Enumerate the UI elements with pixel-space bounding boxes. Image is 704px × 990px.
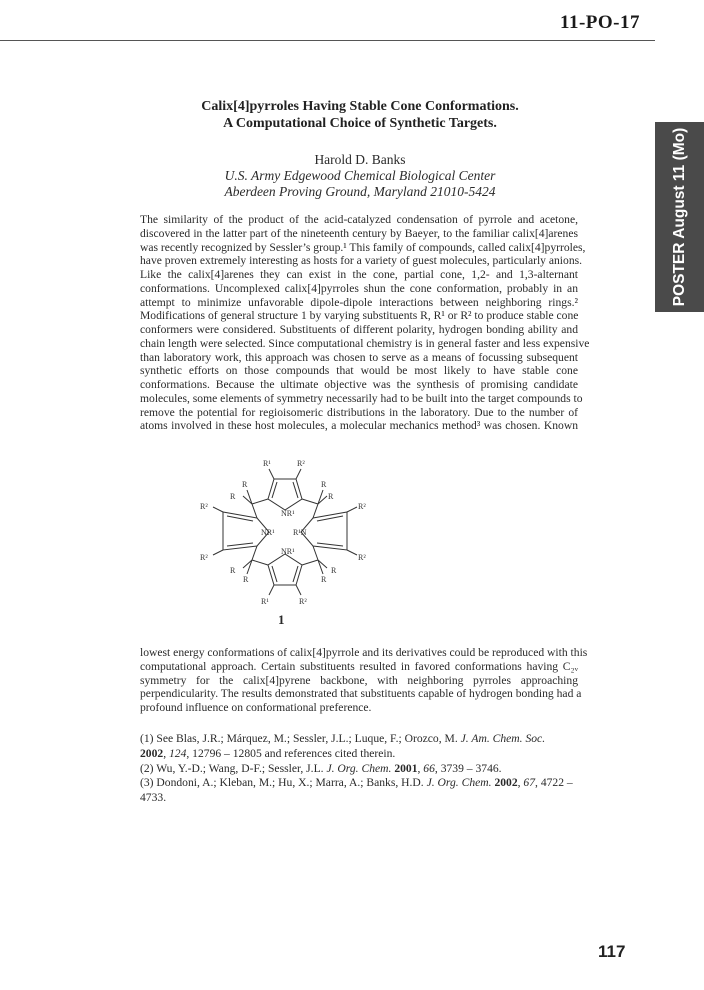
page-number: 117 [598,942,626,961]
session-side-tab [655,122,704,312]
reference-line [140,747,580,762]
label-nr1: NR¹ [281,547,295,556]
compound-number: 1 [278,612,285,627]
label-r: R [331,566,337,575]
label-r1n: R¹N [293,528,307,537]
text-line: conformations. Uncomplexed calix[4]pyrroles shun the cone conformation, probably in an [140,281,578,295]
reference-segment: , 12796 – 12805 and references cited therein. [186,746,396,760]
text-line: conformers were considered. Substituents of different polarity, hydrogen bonding ability and [140,323,578,336]
label-r1: R¹ [261,597,269,606]
label-nr1: NR¹ [261,528,275,537]
reference-segment: 66 [423,761,435,775]
reference-segment: , [417,761,424,775]
text-line: computational approach. Certain substituents resulted in favored conformations having C₂ᵥ [140,659,578,673]
label-r: R [328,492,334,501]
text-line: perpendicularity. The results demonstrated that substituents capable of hydrogen bonding had a [140,687,582,701]
reference-line [140,732,580,747]
text-line: conformations. Because the ultimate objective was the synthesis of promising candidate [140,378,578,391]
reference-segment: 4733. [140,791,167,805]
text-line: attempt to minimize unfavorable dipole-dipole interactions between neighboring rings.² [140,295,578,309]
text-line: discovered in the latter part of the nineteenth century by Baeyer, to the familiar calix[4]arenes [140,226,578,240]
author: Harold D. Banks [314,152,406,167]
text-line: Like the calix[4]arenes they can exist in the cone, partial cone, 1,2- and 1,3-alternant [140,268,578,281]
affiliation-line-2: Aberdeen Proving Ground, Maryland 21010-5424 [224,184,496,199]
reference-segment: 2002 [494,776,518,790]
text-line: The similarity of the product of the acid-catalyzed condensation of pyrrole and acetone, [140,213,578,226]
affiliation-line-1: U.S. Army Edgewood Chemical Biological Center [224,168,496,183]
references [140,732,580,806]
reference-segment: J. Org. Chem. [426,776,492,790]
label-r: R [243,575,249,584]
text-line: lowest energy conformations of calix[4]pyrrole and its derivatives could be reproduced with this [140,646,588,659]
label-r2: R² [297,459,305,468]
reference-segment: , [517,776,524,790]
text-line: was recently recognized by Sessler’s group.¹ This family of compounds, called calix[4]pyrroles, [140,240,586,254]
label-r2: R² [200,502,208,511]
reference-segment: 67 [523,776,536,790]
label-r: R [321,480,327,489]
label-r: R [321,575,327,584]
reference-segment: (1) See Blas, J.R.; Márquez, M.; Sessler, J.L.; Luque, F.; Orozco, M. [140,732,461,745]
title-line-2: A Computational Choice of Synthetic Targets. [223,116,497,131]
reference-segment: 2002 [140,746,164,760]
reference-segment: , [163,746,169,760]
reference-segment: J. Org. Chem. [326,761,392,775]
paragraph-1 [140,213,590,433]
text-line: symmetry for the calix[4]pyrene backbone, with neighboring pyrroles approaching [140,673,578,687]
title-line-1: Calix[4]pyrroles Having Stable Cone Conformations. [201,99,519,114]
paragraph-2 [140,646,588,715]
text-line: Modifications of general structure 1 by varying substituents R, R¹ or R² to produce stable cone [140,309,579,323]
label-r: R [230,566,236,575]
reference-line [140,776,580,791]
text-line: chain length were selected. Since computational chemistry is in general faster and less expensive [140,336,590,350]
label-r2: R² [299,597,307,606]
label-r2: R² [200,553,208,562]
label-r: R [242,480,248,489]
abstract-code: 11-PO-17 [560,12,640,33]
header-rule [0,40,655,41]
structure-bonds [213,469,357,595]
label-r2: R² [358,553,366,562]
text-line: synthetic efforts on those compounds that would be most likely to have stable cone [140,364,578,378]
text-line: remove the potential for regioisomeric distributions in the laboratory. Due to the number of [140,405,578,419]
reference-segment: (3) Dondoni, A.; Kleban, M.; Hu, X.; Marra, A.; Banks, H.D. [140,776,427,790]
reference-segment: , 4722 – [535,776,573,790]
label-r2: R² [358,502,366,511]
calixpyrrole-structure [195,452,385,612]
text-line: atoms involved in these host molecules, a molecular mechanics method³ was chosen. Known [140,419,578,433]
reference-segment: (2) Wu, Y.-D.; Wang, D-F.; Sessler, J.L. [140,761,327,775]
text-line: profound influence on conformational preference. [140,701,372,714]
text-line: than laboratory work, this approach was chosen to serve as a means of focussing subsequent [140,350,578,364]
reference-segment: J. Am. Chem. Soc. [460,732,546,745]
label-r1: R¹ [263,459,271,468]
label-nr1: NR¹ [281,509,295,518]
reference-segment: 124 [168,746,187,760]
reference-segment: 2001 [394,761,418,775]
text-line: have proven extremely interesting as hosts for a variety of guest molecules, particularly anions. [140,254,583,268]
session-side-tab-label: POSTER August 11 (Mo) [670,127,688,307]
reference-segment: , 3739 – 3746. [434,761,502,775]
reference-line [140,762,580,777]
label-r: R [230,492,236,501]
text-line: molecules, some elements of symmetry necessarily had to be built into the target compounds to [140,391,583,405]
reference-line [140,791,580,806]
